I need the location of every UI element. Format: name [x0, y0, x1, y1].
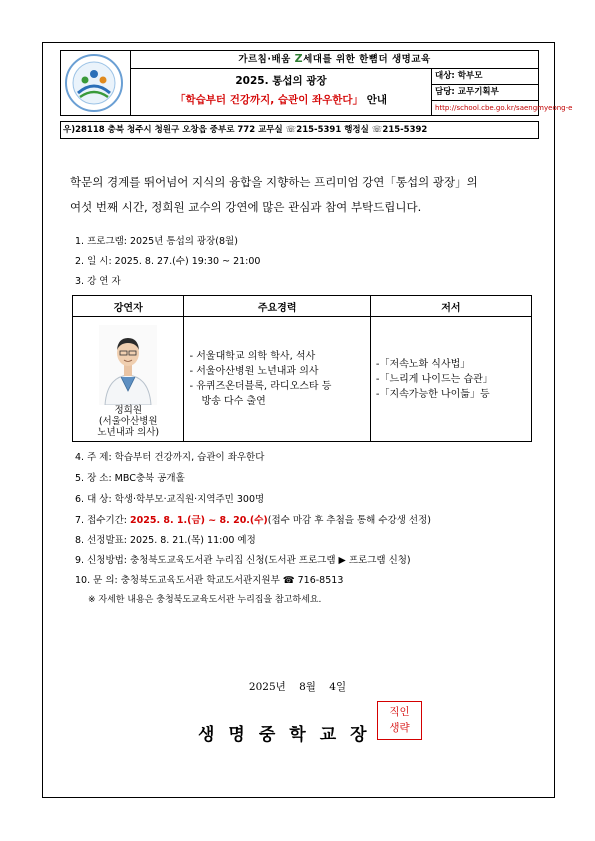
- item-target: 6. 대 상: 학생·학부모·교직원·지역주민 300명: [75, 494, 265, 505]
- item-application: 9. 신청방법: 충청북도교육도서관 누리집 신청(도서관 프로그램 ▶ 프로그램 신청): [75, 555, 411, 566]
- item-topic: 4. 주 제: 학습부터 건강까지, 습관이 좌우한다: [75, 452, 265, 463]
- audience-label: 대상: 학부모: [432, 69, 539, 85]
- item-announcement: 8. 선정발표: 2025. 8. 21.(목) 11:00 예정: [75, 535, 256, 546]
- speaker-photo: [99, 325, 157, 405]
- intro-line2: 여섯 번째 시간, 정희원 교수의 강연에 많은 관심과 참여 부탁드립니다.: [70, 200, 422, 214]
- item-datetime: 2. 일 시: 2025. 8. 27.(수) 19:30 ~ 21:00: [75, 256, 261, 267]
- career-list: [185, 349, 368, 409]
- list-item: - 유퀴즈온더블록, 라디오스타 등: [189, 381, 332, 392]
- official-seal-stamp: 직인 생략: [377, 701, 422, 740]
- title-line2: 「학습부터 건강까지, 습관이 좌우한다」 안내: [174, 94, 388, 106]
- item-contact: 10. 문 의: 충청북도교육도서관 학교도서관지원부 ☎ 716-8513: [75, 575, 344, 586]
- intro-paragraph: [62, 170, 532, 220]
- speaker-name: 정희원: [114, 404, 142, 416]
- speaker-table: [72, 295, 532, 442]
- item-registration-period: 7. 접수기간: 2025. 8. 1.(금) ~ 8. 20.(수)(접수 마감 후 추첨을 통해 수강생 선정): [75, 515, 431, 526]
- list-item: -「저속노화 식사법」: [375, 358, 471, 370]
- list-item: -「지속가능한 나이듦」등: [375, 388, 490, 400]
- letterhead: [60, 50, 573, 116]
- address-bar: 우)28118 충북 청주시 청원구 오창읍 중부로 772 교무실 ☏215-5391 행정실 ☏215-5392: [60, 121, 539, 139]
- speaker-affiliation-1: (서울아산병원: [98, 415, 158, 427]
- reference-note: ※ 자세한 내용은 충청북도교육도서관 누리집을 참고하세요.: [88, 595, 322, 605]
- item-program: 1. 프로그램: 2025년 통섭의 광장(8월): [75, 236, 238, 247]
- item-venue: 5. 장 소: MBC충북 공개홀: [75, 473, 185, 484]
- col-header-career: 주요경력: [184, 296, 370, 317]
- speaker-affiliation-2: 노년내과 의사): [97, 426, 160, 438]
- speaker-cell: [73, 317, 184, 442]
- school-motto: 가르침·배움 Z세대를 위한 한뼘더 생명교육: [130, 50, 539, 69]
- school-url-link[interactable]: http://school.cbe.go.kr/saengmyeong-e: [435, 104, 573, 112]
- list-item: - 서울대학교 의학 학사, 석사: [189, 351, 316, 362]
- list-item: - 서울아산병원 노년내과 의사: [189, 366, 319, 377]
- item-speaker-heading: 3. 강 연 자: [75, 276, 121, 287]
- col-header-books: 저서: [370, 296, 531, 317]
- document-title: [131, 69, 432, 116]
- title-line1: 2025. 통섭의 광장: [235, 75, 327, 87]
- issue-date: 2025년 8월 4일: [248, 681, 347, 693]
- intro-line1: 학문의 경계를 뛰어넘어 지식의 융합을 지향하는 프리미엄 강연「통섭의 광장」의: [70, 175, 478, 189]
- career-cell: [184, 317, 370, 442]
- document-meta: [432, 69, 573, 116]
- manager-label: 담당: 교무기획부: [432, 85, 539, 101]
- school-logo-icon: [64, 53, 124, 113]
- col-header-speaker: 강연자: [73, 296, 184, 317]
- list-item: -「느리게 나이드는 습관」: [375, 373, 493, 385]
- principal-signature: 생명중학교장: [198, 725, 381, 745]
- books-cell: [370, 317, 531, 442]
- books-list: [372, 357, 530, 402]
- list-item: 방송 다수 출연: [201, 396, 266, 407]
